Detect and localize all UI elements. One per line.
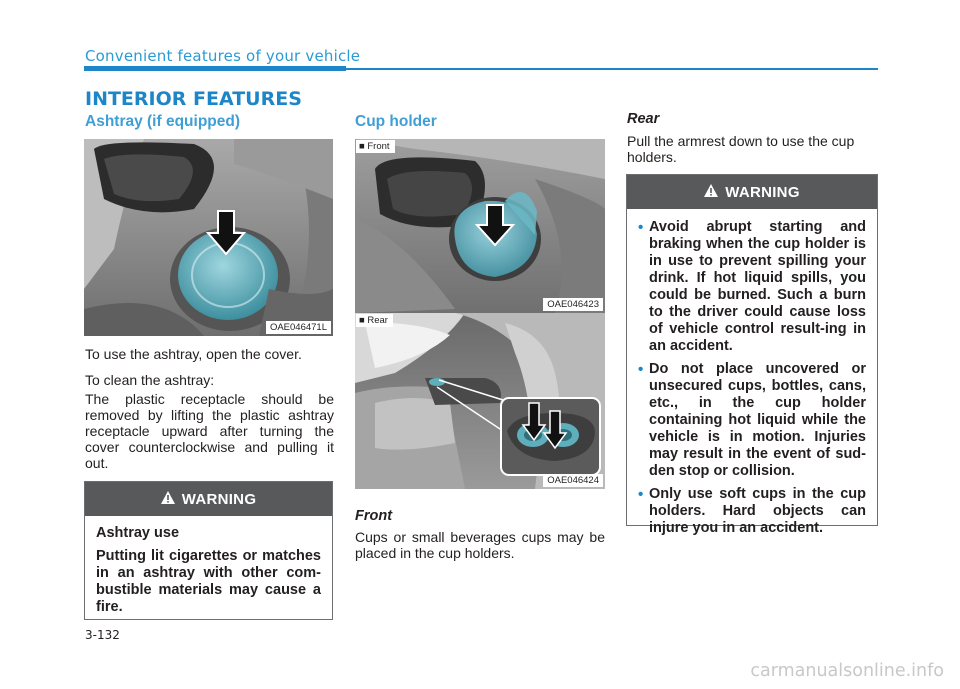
ashtray-remove-text: The plastic receptacle should be removed by lifting the plastic ashtray receptacle upward after turning the cover counterclockwise and pulling it out. [85, 391, 334, 471]
cup-holder-warning-label: WARNING [725, 183, 800, 201]
rear-cup-holder-photo [355, 313, 605, 489]
front-text: Cups or small beverages cups may be placed in the cup holders. [355, 529, 605, 561]
chapter-header-rule [346, 68, 878, 70]
ashtray-clean-text: To clean the ashtray: [85, 372, 215, 388]
front-image-tag: ■ Front [356, 140, 395, 153]
cup-holder-warning-header [627, 175, 877, 209]
rear-heading: Rear [627, 111, 660, 127]
rear-image-code: OAE046424 [543, 474, 603, 487]
section-title: INTERIOR FEATURES [85, 88, 302, 110]
cup-holder-warning-box [626, 174, 878, 536]
ashtray-warning-header [85, 482, 332, 516]
front-cup-holder-photo [355, 139, 605, 313]
warning-item: • Avoid abrupt starting and braking when the cup holder is in use to prevent spilling your drink. If hot liquid spills, you could be burned. Such a burn to the driver could cause loss of vehicle control result-ing in an accident. [638, 219, 866, 355]
warning-triangle-icon [704, 184, 718, 201]
watermark: carmanualsonline.info [750, 661, 944, 681]
ashtray-photo [84, 139, 333, 336]
ashtray-title: Ashtray (if equipped) [85, 113, 241, 130]
warning-item: • Do not place uncovered or unsecured cups, bottles, cans, etc., in the cup holder containing hot liquid while the vehicle is in motion. Injuries may result in the event of sud-den stop or collision. [638, 361, 866, 480]
warning-item: • Only use soft cups in the cup holders. Hard objects can injure you in an accident. [638, 486, 866, 537]
cup-holder-title: Cup holder [355, 113, 437, 130]
ashtray-warning-label: WARNING [181, 490, 257, 508]
page-number: 3-132 [85, 628, 120, 642]
front-image-code: OAE046423 [543, 298, 603, 311]
ashtray-image-code: OAE046471L [266, 321, 331, 334]
rear-text: Pull the armrest down to use the cup holders. [627, 133, 855, 165]
ashtray-open-text: To use the ashtray, open the cover. [85, 346, 302, 362]
warning-triangle-icon [161, 491, 175, 508]
ashtray-warning-heading: Ashtray use [96, 525, 180, 541]
ashtray-warning-box [84, 481, 333, 620]
chapter-header-bar [84, 66, 346, 71]
chapter-header: Convenient features of your vehicle [85, 47, 361, 65]
front-heading: Front [355, 508, 393, 524]
ashtray-warning-text: Putting lit cigarettes or matches in an ashtray with other com-bustible materials may cause a fire. [96, 548, 321, 615]
rear-image-tag: ■ Rear [356, 314, 393, 327]
